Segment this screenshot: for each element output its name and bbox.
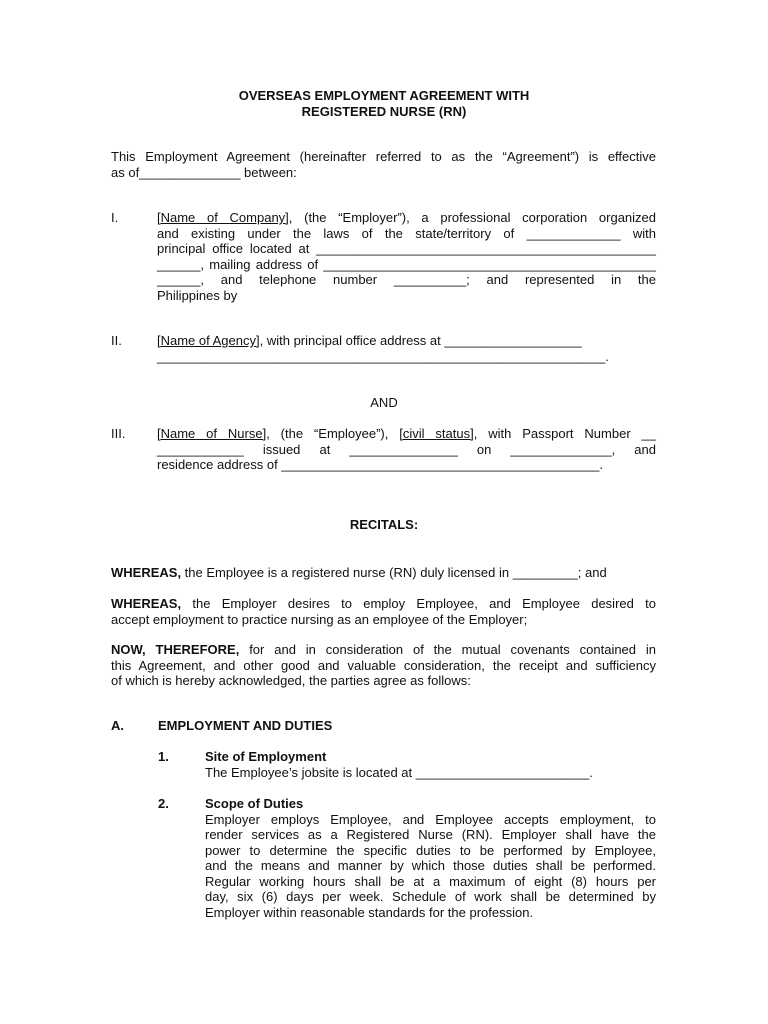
now-therefore-line: this Agreement, and other good and valuable consideration, the receipt and sufficiency: [111, 657, 656, 673]
whereas-text: the Employee is a registered nurse (RN) duly licensed in _________; and: [181, 565, 607, 580]
intro-line: as of______________ between:: [111, 164, 297, 180]
party-line: principal office located at _______________________________________________: [157, 241, 656, 256]
section-letter: A.: [111, 718, 124, 733]
party-line: [157, 210, 656, 226]
item-line: day, six (6) days per week. Schedule of work shall be determined by: [205, 889, 656, 904]
party-line-text: , with principal office address at ___________________: [259, 333, 582, 348]
document-title-line1: OVERSEAS EMPLOYMENT AGREEMENT WITH: [238, 88, 530, 103]
now-therefore-text: for and in consideration of the mutual covenants contained in: [239, 642, 657, 657]
whereas-line: accept employment to practice nursing as an employee of the Employer;: [111, 611, 528, 627]
item-line: Employer within reasonable standards for the profession.: [205, 904, 534, 920]
party-line: [157, 426, 656, 442]
whereas-text: the Employer desires to employ Employee, and Employee desired to: [181, 596, 656, 611]
agency-name-placeholder: [Name of Agency]: [157, 333, 260, 348]
item-heading: Scope of Duties: [205, 796, 304, 811]
item-line: render services as a Registered Nurse (RN). Employer shall have the: [205, 827, 656, 842]
now-therefore-lead: NOW, THEREFORE,: [111, 642, 240, 657]
party-numeral: II.: [111, 333, 122, 348]
and-connector: AND: [370, 395, 398, 410]
now-therefore-line: [111, 642, 656, 658]
item-site-of-employment: [205, 749, 656, 780]
party-company: [157, 210, 656, 303]
whereas-paragraph: [111, 596, 656, 627]
whereas-line: [111, 596, 656, 612]
item-line: Regular working hours shall be at a maximum of eight (8) hours per: [205, 873, 656, 889]
document-title-line2: REGISTERED NURSE (RN): [301, 104, 467, 119]
party-line: ______________________________________________________________.: [157, 348, 609, 364]
intro-paragraph: [111, 149, 656, 180]
party-line: Philippines by: [157, 287, 238, 303]
item-line: and the means and manner by which those duties shall be performed.: [205, 858, 656, 873]
whereas-line: [111, 565, 656, 581]
party-numeral: III.: [111, 426, 126, 441]
party-line-text: , with Passport Number __: [473, 426, 656, 441]
item-number: 2.: [158, 796, 169, 811]
whereas-paragraph: [111, 565, 656, 581]
item-line: Employer employs Employee, and Employee accepts employment, to: [205, 811, 656, 827]
party-nurse: [157, 426, 656, 473]
party-agency: [157, 333, 627, 364]
whereas-lead: WHEREAS,: [111, 565, 182, 580]
intro-line: This Employment Agreement (hereinafter referred to as the “Agreement”) is effective: [111, 149, 656, 164]
whereas-lead: WHEREAS,: [111, 596, 182, 611]
party-line: ______, and telephone number __________; and represented in the: [157, 272, 656, 287]
item-heading: Site of Employment: [205, 749, 327, 764]
party-line: [157, 333, 627, 349]
party-line: ______, mailing address of ______________________________________________: [157, 256, 656, 272]
recitals-heading: RECITALS:: [349, 517, 419, 532]
item-line: power to determine the specific duties to be performed by Employee,: [205, 842, 656, 858]
civil-status-placeholder: [civil status]: [399, 426, 474, 441]
party-line-text: , (the “Employer”), a professional corporation organized: [288, 210, 656, 225]
party-numeral: I.: [111, 210, 119, 225]
company-name-placeholder: [Name of Company]: [157, 210, 289, 225]
party-line-text: , (the “Employee”),: [266, 426, 400, 441]
nurse-name-placeholder: [Name of Nurse]: [157, 426, 267, 441]
item-text: The Employee’s jobsite is located at ________________________.: [205, 764, 593, 780]
item-number: 1.: [158, 749, 169, 764]
party-line: and existing under the laws of the state/territory of _____________ with: [157, 225, 656, 241]
now-therefore-line: of which is hereby acknowledged, the parties agree as follows:: [111, 673, 471, 688]
party-line: residence address of ____________________________________________.: [157, 457, 604, 472]
item-scope-of-duties: [205, 796, 656, 920]
now-therefore-paragraph: [111, 642, 656, 689]
party-line: ____________ issued at _______________ on ______________, and: [157, 441, 656, 457]
section-heading: EMPLOYMENT AND DUTIES: [158, 718, 333, 733]
